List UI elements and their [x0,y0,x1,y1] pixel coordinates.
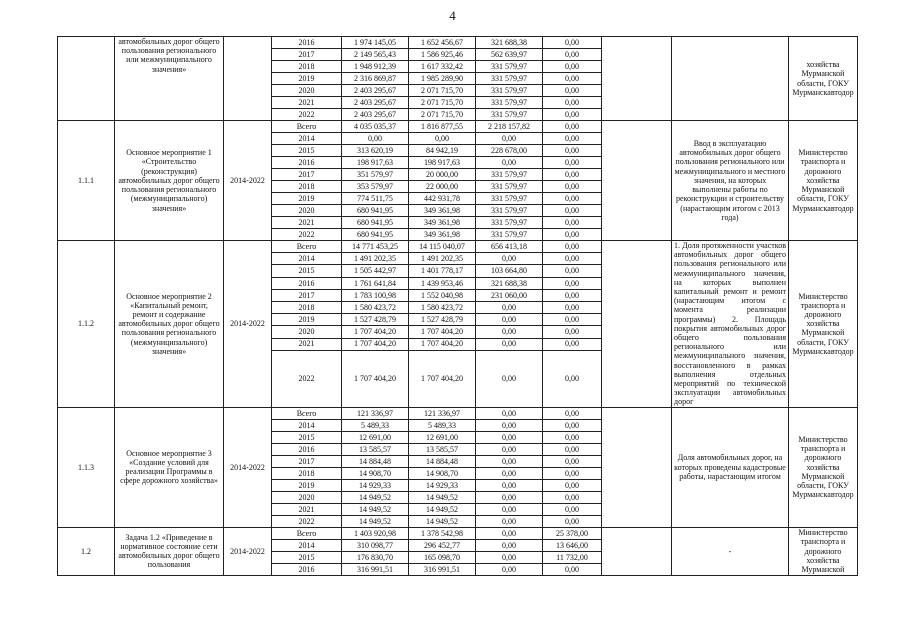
federal-budget-cell: 321 688,38 [476,277,543,289]
regional-budget-cell: 14 949,52 [409,515,476,527]
year-cell: Всего [272,527,342,539]
federal-budget-cell: 0,00 [476,527,543,539]
total-cell: 198 917,63 [342,157,409,169]
total-cell: 14 949,52 [342,503,409,515]
regional-budget-cell: 2 071 715,70 [409,109,476,121]
total-cell: 14 771 453,25 [342,241,409,253]
regional-budget-cell: 1 985 289,90 [409,73,476,85]
regional-budget-cell: 13 585,57 [409,443,476,455]
total-cell: 680 941,95 [342,205,409,217]
indicator-cell: Доля автомобильных дорог, на которых проведены кадастровые работы, нарастающим итогом [672,407,789,527]
total-cell: 2 403 295,67 [342,85,409,97]
total-cell: 1 491 202,35 [342,253,409,265]
other-sources-cell: 0,00 [543,443,602,455]
federal-budget-cell: 0,00 [476,419,543,431]
year-cell: 2020 [272,205,342,217]
year-cell: 2016 [272,277,342,289]
federal-budget-cell: 331 579,97 [476,97,543,109]
other-sources-cell: 0,00 [543,314,602,326]
regional-budget-cell: 84 942,19 [409,145,476,157]
total-cell: 14 908,70 [342,467,409,479]
other-sources-cell: 0,00 [543,217,602,229]
year-cell: 2019 [272,314,342,326]
federal-budget-cell: 0,00 [476,551,543,563]
year-cell: 2014 [272,133,342,145]
federal-budget-cell: 331 579,97 [476,193,543,205]
federal-budget-cell: 0,00 [476,443,543,455]
total-cell: 1 783 100,98 [342,289,409,301]
year-cell: 2020 [272,85,342,97]
total-cell: 1 403 920,98 [342,527,409,539]
federal-budget-cell: 331 579,97 [476,85,543,97]
regional-budget-cell: 1 552 040,98 [409,289,476,301]
federal-budget-cell: 331 579,97 [476,205,543,217]
federal-budget-cell: 0,00 [476,563,543,575]
total-cell: 14 929,33 [342,479,409,491]
total-cell: 5 489,33 [342,419,409,431]
federal-budget-cell: 103 664,80 [476,265,543,277]
total-cell: 121 336,97 [342,407,409,419]
other-sources-cell: 0,00 [543,265,602,277]
measure-name: Основное мероприятие 3 «Создание условий для реализации Программы в сфере дорожного хозяйства» [115,407,224,527]
federal-budget-cell: 0,00 [476,515,543,527]
year-cell: 2020 [272,491,342,503]
other-sources-cell: 0,00 [543,338,602,350]
year-cell: 2020 [272,326,342,338]
federal-budget-cell: 0,00 [476,157,543,169]
federal-budget-cell: 331 579,97 [476,109,543,121]
other-sources-cell: 0,00 [543,145,602,157]
extra-cell [602,527,672,575]
other-sources-cell: 0,00 [543,181,602,193]
regional-budget-cell: 1 586 925,46 [409,49,476,61]
other-sources-cell: 0,00 [543,253,602,265]
year-cell: Всего [272,121,342,133]
other-sources-cell: 0,00 [543,479,602,491]
table-row [58,527,858,539]
total-cell: 2 316 869,87 [342,73,409,85]
other-sources-cell: 13 646,00 [543,539,602,551]
indicator-cell: 1. Доля протяженности участков автомобильных дорог общего пользования регионального или межмуниципального значения, на которых выполнен капитальный ремонт и ремонт (нарастающим итогом с момента реализации программы) 2. Площадь покрытия автомобильных дорог общего пользования регионального или межмуниципального значения, восстановленного в рамках выполнения отдельных мероприятий по технической эксплуатации автомобильных дорог [672,241,789,408]
regional-budget-cell: 296 452,77 [409,539,476,551]
row-number: 1.2 [58,527,115,575]
other-sources-cell: 25 378,00 [543,527,602,539]
other-sources-cell: 0,00 [543,37,602,49]
executor-cell: Министерство транспорта и дорожного хозяйства Мурманской области, ГОКУ Мурманскавтодор [789,407,858,527]
regional-budget-cell: 2 071 715,70 [409,97,476,109]
regional-budget-cell: 1 707 404,20 [409,326,476,338]
year-cell: 2021 [272,503,342,515]
program-table [57,36,858,576]
federal-budget-cell: 0,00 [476,539,543,551]
total-cell: 2 149 565,43 [342,49,409,61]
total-cell: 2 403 295,67 [342,97,409,109]
year-cell: 2019 [272,73,342,85]
federal-budget-cell: 2 218 157,82 [476,121,543,133]
other-sources-cell: 0,00 [543,85,602,97]
other-sources-cell: 0,00 [543,49,602,61]
regional-budget-cell: 12 691,00 [409,431,476,443]
regional-budget-cell: 20 000,00 [409,169,476,181]
executor-cell: Министерство транспорта и дорожного хозяйства Мурманской области, ГОКУ Мурманскавтодор [789,121,858,241]
federal-budget-cell: 331 579,97 [476,73,543,85]
extra-cell [602,407,672,527]
regional-budget-cell: 14 949,52 [409,491,476,503]
total-cell: 351 579,97 [342,169,409,181]
year-cell: 2022 [272,229,342,241]
other-sources-cell: 0,00 [543,157,602,169]
other-sources-cell: 0,00 [543,419,602,431]
regional-budget-cell: 1 652 456,67 [409,37,476,49]
row-number [58,37,115,121]
federal-budget-cell: 228 678,00 [476,145,543,157]
year-cell: 2019 [272,193,342,205]
regional-budget-cell: 14 908,70 [409,467,476,479]
regional-budget-cell: 349 361,98 [409,229,476,241]
total-cell: 1 948 912,39 [342,61,409,73]
table-row [58,407,858,419]
regional-budget-cell: 5 489,33 [409,419,476,431]
year-cell: Всего [272,407,342,419]
federal-budget-cell: 331 579,97 [476,61,543,73]
year-cell: 2018 [272,467,342,479]
total-cell: 14 884,48 [342,455,409,467]
total-cell: 0,00 [342,133,409,145]
other-sources-cell: 0,00 [543,491,602,503]
federal-budget-cell: 0,00 [476,431,543,443]
regional-budget-cell: 1 816 877,55 [409,121,476,133]
federal-budget-cell: 331 579,97 [476,181,543,193]
regional-budget-cell: 1 580 423,72 [409,301,476,313]
other-sources-cell: 0,00 [543,73,602,85]
federal-budget-cell: 0,00 [476,301,543,313]
regional-budget-cell: 0,00 [409,133,476,145]
table-row [58,241,858,253]
federal-budget-cell: 0,00 [476,314,543,326]
measure-name: Основное мероприятие 1 «Строительство (реконструкция) автомобильных дорог общего пользования регионального (межмуниципального) значения» [115,121,224,241]
indicator-cell: Ввод в эксплуатацию автомобильных дорог общего пользования регионального или межмуниципального и местного значения, на которых выполнены работы по реконструкции и строительству (нарастающим итогом с 2013 года) [672,121,789,241]
federal-budget-cell: 0,00 [476,491,543,503]
regional-budget-cell: 349 361,98 [409,217,476,229]
year-cell: 2016 [272,563,342,575]
federal-budget-cell: 231 060,00 [476,289,543,301]
total-cell: 353 579,97 [342,181,409,193]
federal-budget-cell: 0,00 [476,467,543,479]
year-cell: Всего [272,241,342,253]
period-cell: 2014-2022 [224,121,272,241]
year-cell: 2021 [272,97,342,109]
regional-budget-cell: 14 115 040,07 [409,241,476,253]
other-sources-cell: 0,00 [543,241,602,253]
table-row [58,121,858,133]
period-cell: 2014-2022 [224,407,272,527]
total-cell: 14 949,52 [342,515,409,527]
federal-budget-cell: 0,00 [476,133,543,145]
regional-budget-cell: 1 527 428,79 [409,314,476,326]
indicator-cell: - [672,527,789,575]
regional-budget-cell: 14 929,33 [409,479,476,491]
regional-budget-cell: 14 884,48 [409,455,476,467]
year-cell: 2022 [272,109,342,121]
total-cell: 14 949,52 [342,491,409,503]
page-number: 4 [449,8,456,23]
federal-budget-cell: 562 639,97 [476,49,543,61]
regional-budget-cell: 1 707 404,20 [409,338,476,350]
total-cell: 4 035 035,37 [342,121,409,133]
total-cell: 1 707 404,20 [342,350,409,407]
measure-name: автомобильных дорог общего пользования регионального или межмуниципального значения» [115,37,224,121]
year-cell: 2015 [272,265,342,277]
year-cell: 2018 [272,181,342,193]
year-cell: 2014 [272,539,342,551]
extra-cell [602,121,672,241]
executor-cell: Министерство транспорта и дорожного хозяйства Мурманской области, ГОКУ Мурманскавтодор [789,241,858,408]
total-cell: 1 707 404,20 [342,338,409,350]
year-cell: 2015 [272,551,342,563]
other-sources-cell: 0,00 [543,121,602,133]
year-cell: 2015 [272,431,342,443]
regional-budget-cell: 1 439 953,46 [409,277,476,289]
other-sources-cell: 0,00 [543,455,602,467]
year-cell: 2016 [272,37,342,49]
federal-budget-cell: 321 688,38 [476,37,543,49]
other-sources-cell: 0,00 [543,97,602,109]
other-sources-cell: 0,00 [543,350,602,407]
federal-budget-cell: 0,00 [476,455,543,467]
other-sources-cell: 0,00 [543,407,602,419]
total-cell: 316 991,51 [342,563,409,575]
year-cell: 2015 [272,145,342,157]
regional-budget-cell: 2 071 715,70 [409,85,476,97]
total-cell: 1 580 423,72 [342,301,409,313]
federal-budget-cell: 0,00 [476,479,543,491]
total-cell: 13 585,57 [342,443,409,455]
measure-name: Основное мероприятие 2 «Капитальный ремонт, ремонт и содержание автомобильных дорог общего пользования регионального (межмуниципального) значения» [115,241,224,408]
other-sources-cell: 0,00 [543,133,602,145]
year-cell: 2021 [272,217,342,229]
year-cell: 2014 [272,253,342,265]
regional-budget-cell: 121 336,97 [409,407,476,419]
regional-budget-cell: 1 378 542,98 [409,527,476,539]
total-cell: 1 761 641,84 [342,277,409,289]
federal-budget-cell: 0,00 [476,350,543,407]
other-sources-cell: 0,00 [543,563,602,575]
regional-budget-cell: 22 000,00 [409,181,476,193]
year-cell: 2021 [272,338,342,350]
measure-name: Задача 1.2 «Приведение в нормативное состояние сети автомобильных дорог общего пользования [115,527,224,575]
regional-budget-cell: 14 949,52 [409,503,476,515]
year-cell: 2022 [272,515,342,527]
other-sources-cell: 0,00 [543,229,602,241]
extra-cell [602,241,672,408]
executor-cell: Министерство транспорта и дорожного хозяйства Мурманской [789,527,858,575]
other-sources-cell: 0,00 [543,109,602,121]
federal-budget-cell: 0,00 [476,338,543,350]
executor-cell: хозяйства Мурманской области, ГОКУ Мурманскавтодор [789,37,858,121]
other-sources-cell: 0,00 [543,301,602,313]
regional-budget-cell: 198 917,63 [409,157,476,169]
year-cell: 2018 [272,61,342,73]
indicator-cell [672,37,789,121]
year-cell: 2014 [272,419,342,431]
other-sources-cell: 0,00 [543,61,602,73]
total-cell: 1 505 442,97 [342,265,409,277]
total-cell: 313 620,19 [342,145,409,157]
row-number: 1.1.3 [58,407,115,527]
regional-budget-cell: 316 991,51 [409,563,476,575]
regional-budget-cell: 165 098,70 [409,551,476,563]
year-cell: 2018 [272,301,342,313]
other-sources-cell: 0,00 [543,205,602,217]
year-cell: 2016 [272,443,342,455]
federal-budget-cell: 0,00 [476,326,543,338]
federal-budget-cell: 331 579,97 [476,229,543,241]
regional-budget-cell: 1 707 404,20 [409,350,476,407]
other-sources-cell: 0,00 [543,289,602,301]
other-sources-cell: 11 732,00 [543,551,602,563]
other-sources-cell: 0,00 [543,515,602,527]
total-cell: 774 511,75 [342,193,409,205]
year-cell: 2019 [272,479,342,491]
year-cell: 2016 [272,157,342,169]
federal-budget-cell: 0,00 [476,503,543,515]
period-cell [224,37,272,121]
federal-budget-cell: 0,00 [476,253,543,265]
regional-budget-cell: 1 491 202,35 [409,253,476,265]
year-cell: 2022 [272,350,342,407]
year-cell: 2017 [272,289,342,301]
other-sources-cell: 0,00 [543,503,602,515]
federal-budget-cell: 0,00 [476,407,543,419]
table-row [58,37,858,49]
period-cell: 2014-2022 [224,527,272,575]
year-cell: 2017 [272,169,342,181]
total-cell: 680 941,95 [342,229,409,241]
other-sources-cell: 0,00 [543,326,602,338]
row-number: 1.1.2 [58,241,115,408]
federal-budget-cell: 331 579,97 [476,169,543,181]
period-cell: 2014-2022 [224,241,272,408]
regional-budget-cell: 442 931,78 [409,193,476,205]
year-cell: 2017 [272,49,342,61]
total-cell: 2 403 295,67 [342,109,409,121]
other-sources-cell: 0,00 [543,467,602,479]
other-sources-cell: 0,00 [543,169,602,181]
regional-budget-cell: 1 617 332,42 [409,61,476,73]
total-cell: 680 941,95 [342,217,409,229]
federal-budget-cell: 331 579,97 [476,217,543,229]
year-cell: 2017 [272,455,342,467]
federal-budget-cell: 656 413,18 [476,241,543,253]
total-cell: 176 830,70 [342,551,409,563]
extra-cell [602,37,672,121]
total-cell: 310 098,77 [342,539,409,551]
regional-budget-cell: 1 401 778,17 [409,265,476,277]
total-cell: 1 707 404,20 [342,326,409,338]
total-cell: 1 974 145,05 [342,37,409,49]
other-sources-cell: 0,00 [543,431,602,443]
other-sources-cell: 0,00 [543,193,602,205]
total-cell: 1 527 428,79 [342,314,409,326]
total-cell: 12 691,00 [342,431,409,443]
regional-budget-cell: 349 361,98 [409,205,476,217]
row-number: 1.1.1 [58,121,115,241]
other-sources-cell: 0,00 [543,277,602,289]
